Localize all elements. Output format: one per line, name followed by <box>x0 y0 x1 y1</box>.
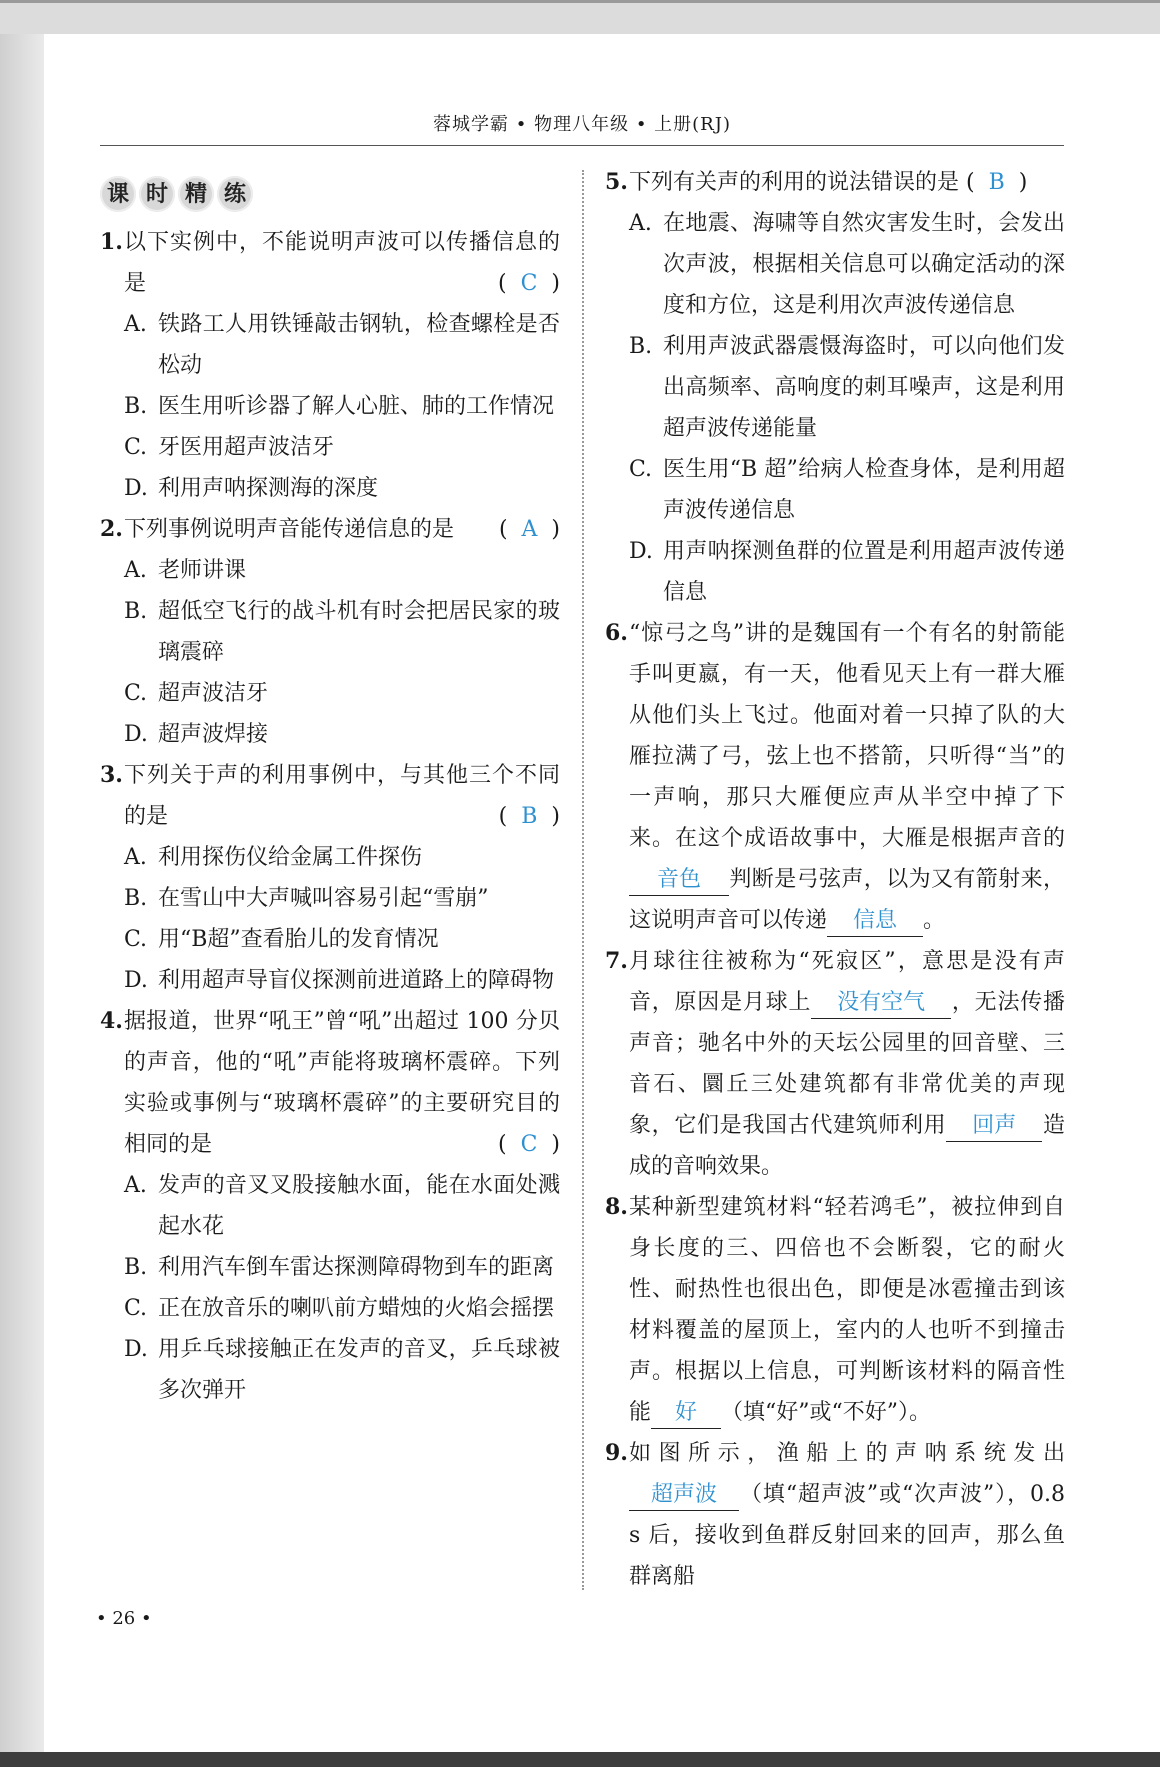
option: A. 利用探伤仪给金属工件探伤 <box>124 845 423 870</box>
column-divider <box>582 170 584 1590</box>
fill-blank: 信息 <box>827 906 923 937</box>
question-7: 7. 月球往往被称为“死寂区”，意思是没有声音，原因是月球上 没有空气 ，无法传播声音；驰名中外的天坛公园里的回音壁、三音石、圜丘三处建筑都有非常优美的声现象，它们是我国古代建筑师利用 回声 造成的音响效果。 <box>605 941 1065 1187</box>
running-header: 蓉城学霸 • 物理八年级 • 上册(RJ) <box>433 114 731 135</box>
option: A. 铁路工人用铁锤敲击钢轨，检查螺栓是否松动 <box>124 312 560 378</box>
answer-bracket: ( C ) <box>498 271 560 296</box>
option: B. 利用汽车倒车雷达探测障碍物到车的距离 <box>124 1255 555 1280</box>
question-text: 下列关于声的利用事例中，与其他三个不同的是 <box>124 763 560 829</box>
option: B. 在雪山中大声喊叫容易引起“雪崩” <box>124 886 489 911</box>
page-number: • 26 • <box>96 1608 152 1629</box>
question-number: 6. <box>605 620 628 646</box>
badge-char: 练 <box>217 176 253 212</box>
option: A. 老师讲课 <box>124 558 247 583</box>
question-text: 以下实例中，不能说明声波可以传播信息的是 <box>124 230 560 296</box>
question-number: 4. <box>100 1008 123 1034</box>
option: C. 正在放音乐的喇叭前方蜡烛的火焰会摇摆 <box>124 1296 555 1321</box>
answer-bracket: ( C ) <box>498 1132 560 1157</box>
question-3 <box>100 755 560 837</box>
option: D. 利用声呐探测海的深度 <box>124 476 379 501</box>
question-text: 下列有关声的利用的说法错误的是 <box>629 170 960 195</box>
option: D. 用声呐探测鱼群的位置是利用超声波传递信息 <box>629 539 1065 605</box>
option: C. 超声波洁牙 <box>124 681 269 706</box>
answer-bracket: ( A ) <box>498 517 560 542</box>
left-column <box>100 176 560 1411</box>
question-9: 9. 如图所示，渔船上的声呐系统发出超声波 （填“超声波”或“次声波”），0.8 s 后，接收到鱼群反射回来的回声，那么鱼群离船 <box>605 1433 1065 1597</box>
question-number: 9. <box>605 1440 628 1466</box>
badge-char: 精 <box>178 176 214 212</box>
fill-blank: 回声 <box>946 1111 1042 1142</box>
question-number: 5. <box>605 169 628 195</box>
answer-bracket: ( B ) <box>498 804 560 829</box>
question-number: 7. <box>605 948 628 974</box>
header-rule <box>100 145 1064 146</box>
fill-blank: 没有空气 <box>811 988 951 1019</box>
question-number: 2. <box>100 516 123 542</box>
answer: A <box>521 517 538 542</box>
fill-blank: 音色 <box>629 865 729 896</box>
right-column <box>605 162 1065 1597</box>
badge-char: 时 <box>139 176 175 212</box>
option: A. 在地震、海啸等自然灾害发生时，会发出次声波，根据相关信息可以确定活动的深度和方位，这是利用次声波传递信息 <box>629 211 1065 318</box>
bottom-bar <box>0 1752 1160 1767</box>
option: D. 用乒乓球接触正在发声的音叉，乒乓球被多次弹开 <box>124 1337 560 1403</box>
option: B. 利用声波武器震慑海盗时，可以向他们发出高频率、高响度的刺耳噪声，这是利用超声波传递能量 <box>629 334 1065 441</box>
answer: B <box>521 804 538 829</box>
question-2 <box>100 509 560 550</box>
badge-char: 课 <box>100 176 136 212</box>
question-6: 6. “惊弓之鸟”讲的是魏国有一个有名的射箭能手叫更嬴，有一天，他看见天上有一群大雁从他们头上飞过。他面对着一只掉了队的大雁拉满了弓，弦上也不搭箭，只听得“当”的一声响，那只大雁便应声从半空中掉了下来。在这个成语故事中，大雁是根据声音的音色 判断是弓弦声，以为又有箭射来，这说明声音可以传递 信息 。 <box>605 613 1065 941</box>
option: B. 超低空飞行的战斗机有时会把居民家的玻璃震碎 <box>124 599 560 665</box>
top-edge <box>0 0 1160 3</box>
question-number: 1. <box>100 229 123 255</box>
option: C. 医生用“B 超”给病人检查身体，是利用超声波传递信息 <box>629 457 1065 523</box>
section-badge <box>100 176 560 212</box>
question-4 <box>100 1001 560 1165</box>
answer: C <box>520 1132 538 1157</box>
question-5: 5. 下列有关声的利用的说法错误的是 ( B ) <box>605 162 1065 203</box>
answer: C <box>520 271 538 296</box>
option: D. 利用超声导盲仪探测前进道路上的障碍物 <box>124 968 555 993</box>
option: A. 发声的音叉叉股接触水面，能在水面处溅起水花 <box>124 1173 560 1239</box>
fill-blank: 超声波 <box>629 1480 739 1511</box>
option: C. 用“B超”查看胎儿的发育情况 <box>124 927 439 952</box>
question-number: 3. <box>100 762 123 788</box>
option: D. 超声波焊接 <box>124 722 269 747</box>
question-text: 据报道，世界“吼王”曾“吼”出超过 100 分贝的声音，他的“吼”声能将玻璃杯震碎。下列实验或事例与“玻璃杯震碎”的主要研究目的相同的是 <box>124 1009 560 1157</box>
option: C. 牙医用超声波洁牙 <box>124 435 335 460</box>
option: B. 医生用听诊器了解人心脏、肺的工作情况 <box>124 394 555 419</box>
question-number: 8. <box>605 1194 628 1220</box>
fill-blank: 好 <box>651 1398 721 1429</box>
question-text: 下列事例说明声音能传递信息的是 <box>124 517 455 542</box>
question-8: 8. 某种新型建筑材料“轻若鸿毛”，被拉伸到自身长度的三、四倍也不会断裂，它的耐火性、耐热性也很出色，即便是冰雹撞击到该材料覆盖的屋顶上，室内的人也听不到撞击声。根据以上信息，可判断该材料的隔音性能 好 （填“好”或“不好”）。 <box>605 1187 1065 1433</box>
answer: B <box>988 170 1005 195</box>
question-1 <box>100 222 560 304</box>
